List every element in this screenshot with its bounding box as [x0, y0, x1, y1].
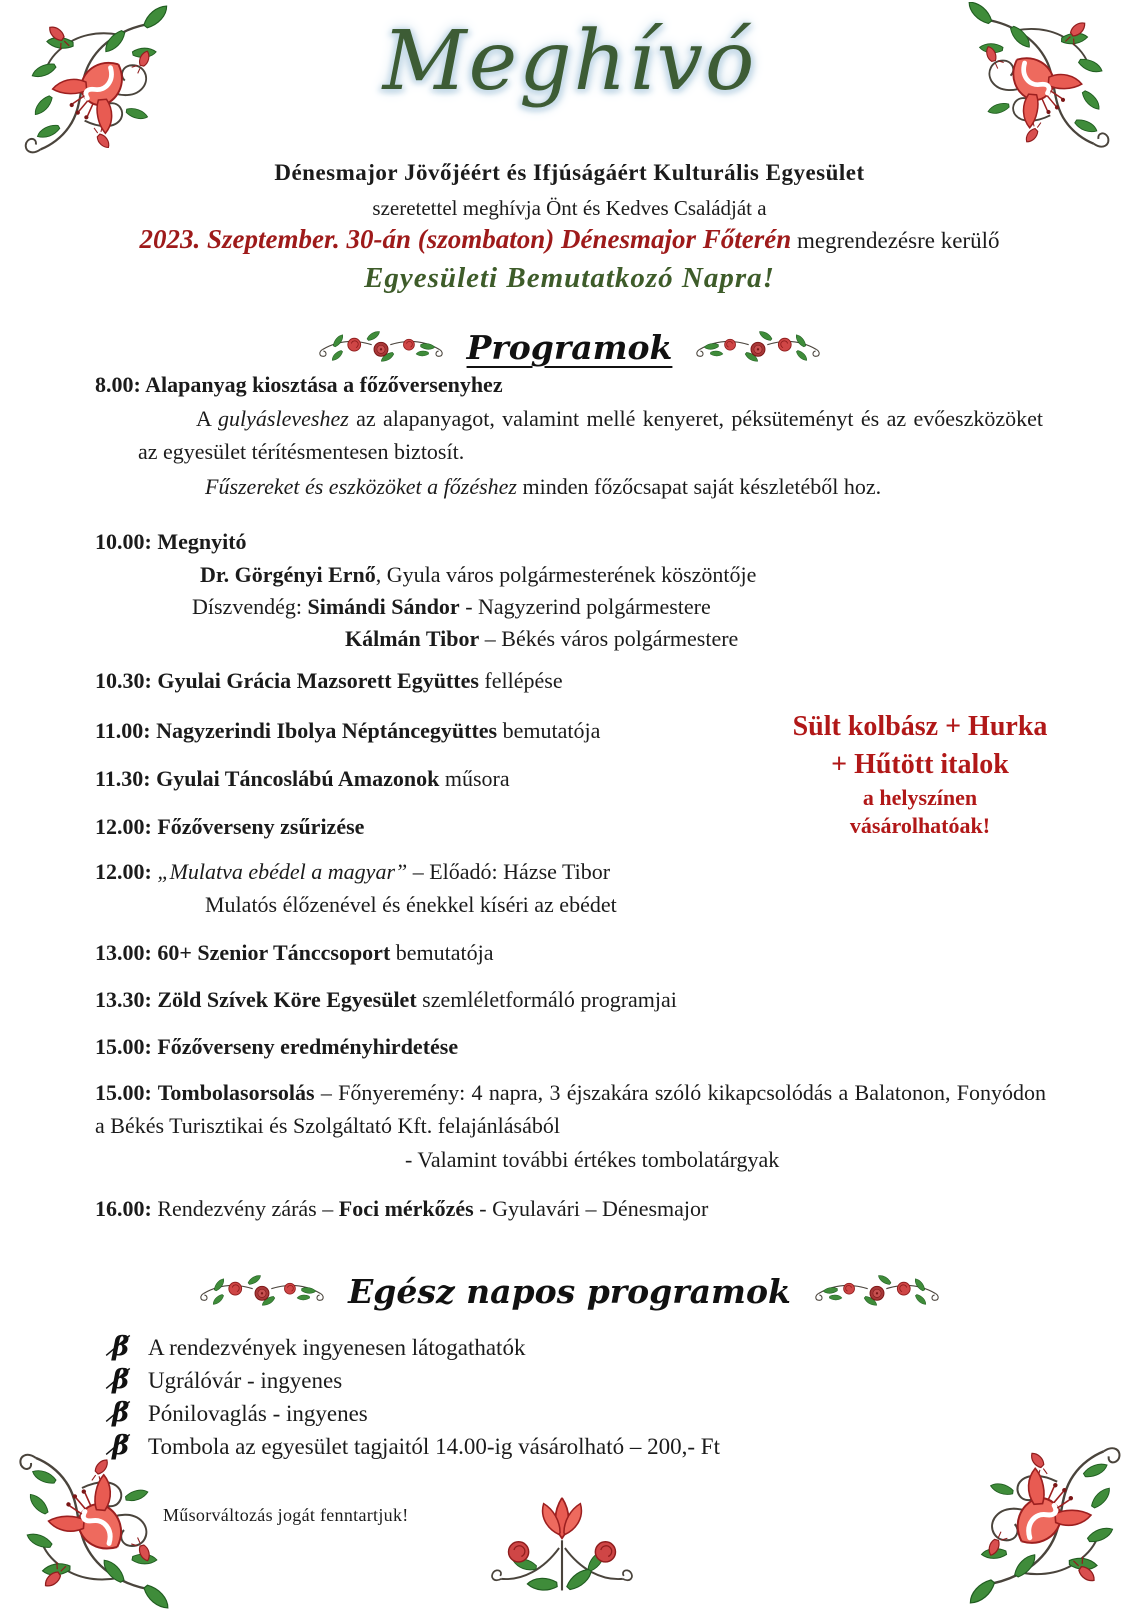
- programs-section-heading: [0, 324, 1139, 370]
- list-item-label: Tombola az egyesület tagjaitól 14.00-ig vásárolható – 200,- Ft: [148, 1434, 720, 1459]
- program-item-1200-jury: 12.00: Főzőverseny zsűrizése: [95, 814, 365, 839]
- event-name: Egyesületi Bemutatkozó Napra!: [364, 262, 775, 294]
- program-item-0800-note: Fűszereket és eszközöket a főzéshez minden főzőcsapat saját készletéből hoz.: [205, 474, 882, 499]
- program-item-1000-guest1: Díszvendég: Simándi Sándor - Nagyzerind polgármestere: [192, 594, 711, 619]
- list-item-label: Pónilovaglás - ingyenes: [148, 1401, 368, 1426]
- ornamental-bullet-icon: β̸: [112, 1332, 130, 1362]
- program-item-1100: 11.00: Nagyzerindi Ibolya Néptáncegyüttes bemutatója: [95, 718, 601, 743]
- list-item: [112, 1431, 720, 1464]
- organization-name: Dénesmajor Jövőjéért és Ifjúságáért Kulturális Egyesület: [274, 160, 865, 185]
- program-item-1500-raffle: 15.00: Tombolasorsolás – Főnyeremény: 4 napra, 3 éjszakára szóló kikapcsolódás a Balatonon, Fonyódon a Békés Turisztikai és Szolgáltató Kft. felajánlásából: [95, 1080, 1046, 1138]
- event-date-line: [0, 224, 1139, 255]
- food-note-line2: + Hűtött italok: [831, 749, 1009, 780]
- floral-garland-left-icon: [317, 324, 445, 370]
- program-item-1130: 11.30: Gyulai Táncoslábú Amazonok műsora: [95, 766, 510, 791]
- program-item-1500-results: 15.00: Főzőverseny eredményhirdetése: [95, 1034, 459, 1059]
- floral-garland-right-icon: [694, 324, 822, 370]
- program-item-1000-guest2: Kálmán Tibor – Békés város polgármestere: [345, 626, 739, 651]
- program-item-1200-music-detail: Mulatós élőzenével és énekkel kíséri az ebédet: [205, 892, 617, 917]
- list-item: [112, 1332, 720, 1365]
- food-drinks-note: [768, 708, 1072, 840]
- floral-garland-right-icon: [813, 1268, 941, 1314]
- program-item-1000-speaker: Dr. Görgényi Ernő, Gyula város polgármesterének köszöntője: [200, 562, 757, 587]
- list-item: [112, 1398, 720, 1431]
- ornamental-bullet-icon: β̸: [112, 1398, 130, 1428]
- program-item-1000: 10.00: Megnyitó: [95, 529, 247, 554]
- programs-heading-label: Programok: [466, 327, 673, 367]
- event-date-place: 2023. Szeptember. 30-án (szombaton) Dénesmajor Főterén: [139, 224, 792, 254]
- allday-heading-label: Egész napos programok: [348, 1271, 791, 1311]
- event-date-suffix: megrendezésre kerülő: [791, 228, 1000, 253]
- allday-section-heading: [0, 1268, 1139, 1314]
- allday-list: [112, 1332, 720, 1464]
- program-item-1600: 16.00: Rendezvény zárás – Foci mérkőzés - Gyulavári – Dénesmajor: [95, 1196, 709, 1221]
- list-item-label: Ugrálóvár - ingyenes: [148, 1368, 343, 1393]
- list-item-label: A rendezvények ingyenesen látogathatók: [148, 1335, 526, 1360]
- page-title: Meghívó: [382, 14, 757, 109]
- food-note-line3: a helyszínen: [862, 785, 978, 810]
- floral-corner-bottom-right-icon: [952, 1414, 1134, 1610]
- program-item-0800: 8.00: Alapanyag kiosztása a főzőversenyhez: [95, 372, 503, 397]
- program-item-0800-detail: A gulyásleveshez az alapanyagot, valamint mellé kenyeret, péksüteményt és az evőeszközöket az egyesület térítésmentesen biztosít.: [138, 406, 1043, 464]
- food-note-line4: vásárolhatóak!: [849, 813, 991, 838]
- program-change-disclaimer: Műsorváltozás jogát fenntartjuk!: [163, 1505, 409, 1525]
- program-item-1030: 10.30: Gyulai Grácia Mazsorett Együttes fellépése: [95, 668, 563, 693]
- food-note-line1: Sült kolbász + Hurka: [792, 711, 1048, 742]
- ornamental-bullet-icon: β̸: [112, 1365, 130, 1395]
- program-item-1200-music: 12.00: „Mulatva ebédel a magyar” – Előadó: Házse Tibor: [95, 859, 611, 884]
- program-item-raffle-extra: - Valamint további értékes tombolatárgyak: [405, 1147, 780, 1172]
- program-item-1330: 13.30: Zöld Szívek Köre Egyesület szemléletformáló programjai: [95, 987, 677, 1012]
- program-item-1300: 13.00: 60+ Szenior Tánccsoport bemutatója: [95, 940, 494, 965]
- floral-garland-left-icon: [198, 1268, 326, 1314]
- ornamental-bullet-icon: β̸: [112, 1431, 130, 1461]
- list-item: [112, 1365, 720, 1398]
- invitation-line: szeretettel meghívja Önt és Kedves Családját a: [372, 196, 767, 220]
- floral-centerpiece-icon: [480, 1486, 644, 1610]
